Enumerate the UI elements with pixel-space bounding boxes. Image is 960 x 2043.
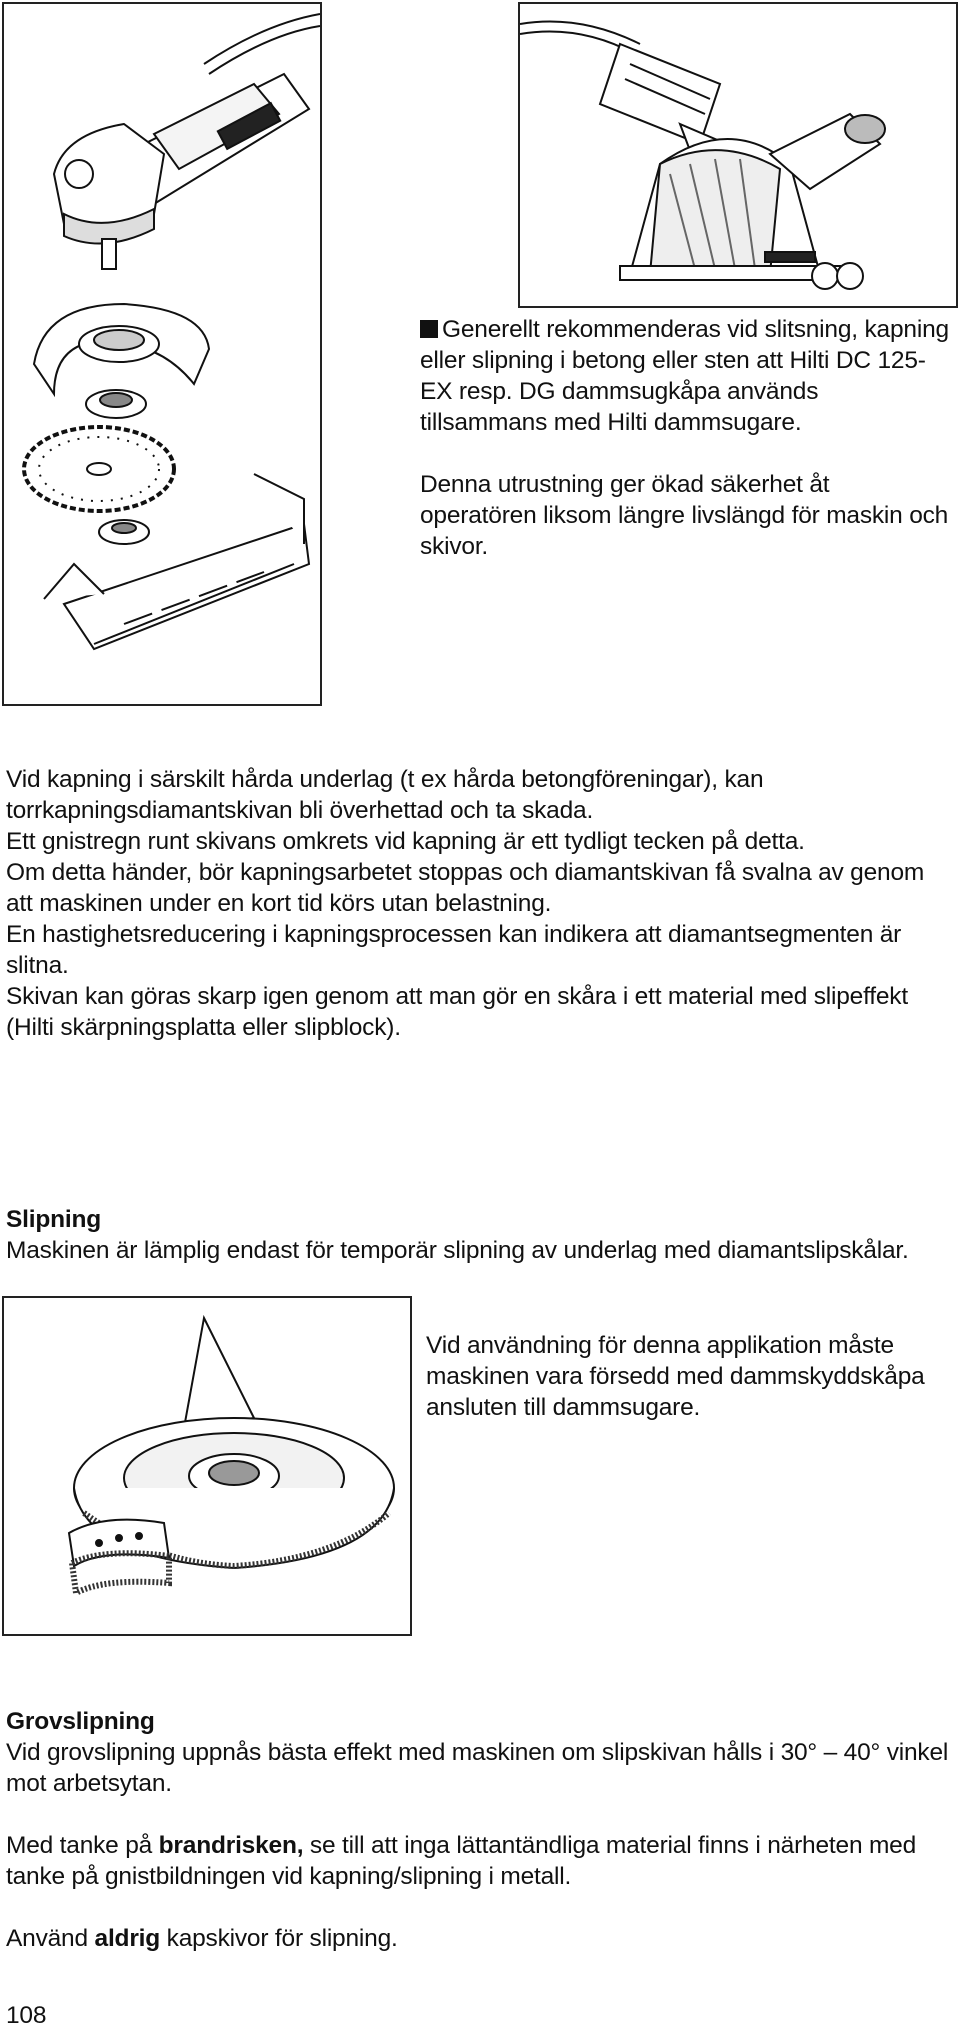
angle-grinder-exploded-view-icon [4, 4, 320, 704]
cutting-line-4: En hastighetsreducering i kapningsprocessen kan indikera att diamantsegmenten är slitna. [6, 921, 902, 979]
cutting-line-1: Vid kapning i särskilt hårda underlag (t ex hårda betongföreningar), kan torrkapningsdiamantskivan bli överhettad och ta skada. [6, 766, 764, 824]
right-figure-panel [518, 2, 958, 308]
fire-risk-text: Med tanke på brandrisken, se till att inga lättantändliga material finns i närheten med tanke på gnistbildningen vid kapning/slipning i metall. [6, 1832, 917, 1890]
cutting-line-5: Skivan kan göras skarp igen genom att man gör en skåra i ett material med slipeffekt (Hilti skärpningsplatta eller slipblock). [6, 983, 908, 1041]
cutting-line-3: Om detta händer, bör kapningsarbetet stoppas och diamantskivan få svalna av genom att maskinen under en kort tid körs utan belastning. [6, 859, 925, 917]
rough-grinding-heading: Grovslipning [6, 1708, 155, 1735]
bullet-square-icon [420, 320, 438, 338]
page-number: 108 [6, 2002, 47, 2029]
cutting-line-2: Ett gnistregn runt skivans omkrets vid kapning är ett tydligt tecken på detta. [6, 828, 805, 855]
rough-grinding-section [6, 1706, 950, 1954]
dust-extraction-paragraph-2: Denna utrustning ger ökad säkerhet åt operatören liksom längre livslängd för maskin och skivor. [420, 471, 949, 560]
grinder-with-dust-hood-icon [520, 4, 956, 306]
dust-extraction-paragraph-1: Generellt rekommenderas vid slitsning, kapning eller slipning i betong eller sten att Hilti DC 125-EX resp. DG dammsugkåpa används tillsammans med Hilti dammsugare. [420, 316, 949, 436]
cutting-section [6, 764, 950, 1043]
grinding-section [6, 1204, 950, 1266]
grinding-heading: Slipning [6, 1206, 102, 1233]
rough-grinding-text: Vid grovslipning uppnås bästa effekt med maskinen om slipskivan hålls i 30° – 40° vinkel mot arbetsytan. [6, 1739, 949, 1797]
left-figure-panel [2, 2, 322, 706]
never-cutoff-text: Använd aldrig kapskivor för slipning. [6, 1925, 398, 1952]
dust-extraction-text [420, 314, 950, 562]
grinding-cup-dust-hood-icon [4, 1298, 410, 1634]
grinding-side-text: Vid användning för denna applikation måste maskinen vara försedd med dammskyddskåpa ansluten till dammsugare. [426, 1332, 925, 1421]
grinding-figure-panel [2, 1296, 412, 1636]
grinding-text: Maskinen är lämplig endast för temporär slipning av underlag med diamantslipskålar. [6, 1237, 909, 1264]
